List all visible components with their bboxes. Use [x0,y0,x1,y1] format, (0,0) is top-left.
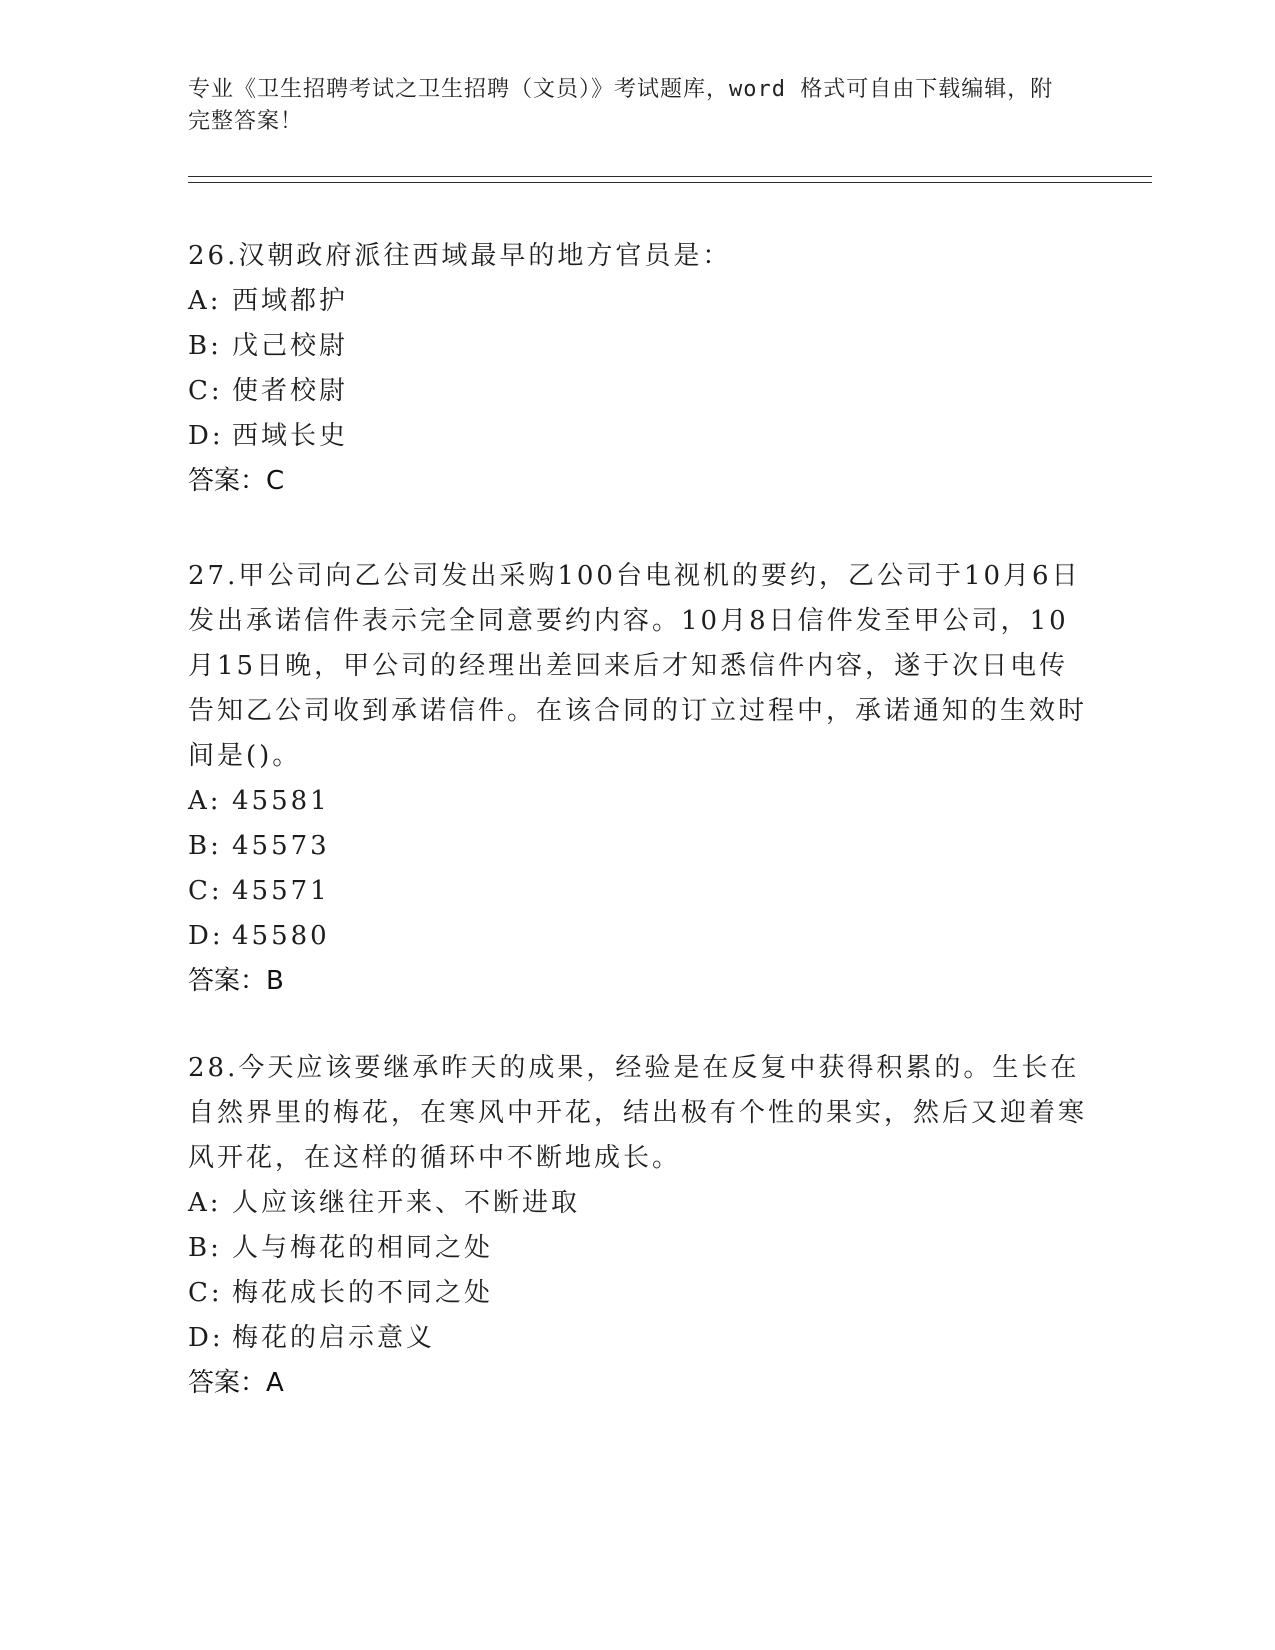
header-divider-bottom [188,182,1152,183]
option-a [188,779,1088,824]
option-d [188,914,1088,959]
question-27 [188,554,1088,1004]
option-key: D: [188,421,224,451]
option-key: B: [188,331,222,361]
option-key: B: [188,831,222,861]
document-header-note: 专业《卫生招聘考试之卫生招聘（文员）》考试题库，word 格式可自由下载编辑，附完整答案！ [188,77,1054,134]
option-text: 45580 [232,921,330,951]
question-26 [188,234,1088,504]
option-key: B: [188,1233,222,1263]
answer-line: 答案：C [188,466,285,496]
option-key: D: [188,1323,224,1353]
option-c [188,369,1088,414]
option-text: 45571 [232,876,330,906]
question-28 [188,1046,1088,1406]
option-key: C: [188,1278,223,1308]
option-text: 梅花成长的不同之处 [232,1278,494,1308]
header-divider-top [188,176,1152,177]
option-text: 梅花的启示意义 [232,1323,436,1353]
question-stem: 26.汉朝政府派往西域最早的地方官员是： [188,241,732,271]
option-key: A: [188,1188,222,1218]
option-b [188,1226,1088,1271]
option-key: A: [188,786,222,816]
question-stem: 27.甲公司向乙公司发出采购100台电视机的要约，乙公司于10月6日发出承诺信件表示完全同意要约内容。10月8日信件发至甲公司，10月15日晚，甲公司的经理出差回来后才知悉信件内容，遂于次日电传告知乙公司收到承诺信件。在该合同的订立过程中，承诺通知的生效时间是()。 [188,561,1088,771]
option-text: 西域长史 [232,421,349,451]
option-key: C: [188,376,223,406]
option-b [188,824,1088,869]
option-key: A: [188,286,222,316]
option-text: 45573 [232,831,330,861]
option-key: C: [188,876,223,906]
option-text: 使者校尉 [232,376,349,406]
option-text: 西域都护 [232,286,349,316]
option-c [188,869,1088,914]
option-text: 人与梅花的相同之处 [232,1233,494,1263]
option-text: 45581 [232,786,330,816]
option-c [188,1271,1088,1316]
option-d [188,1316,1088,1361]
option-a [188,1181,1088,1226]
answer-line: 答案：A [188,1368,284,1398]
option-key: D: [188,921,224,951]
option-d [188,414,1088,459]
question-stem: 28.今天应该要继承昨天的成果，经验是在反复中获得积累的。生长在自然界里的梅花，在寒风中开花，结出极有个性的果实，然后又迎着寒风开花，在这样的循环中不断地成长。 [188,1053,1088,1173]
answer-line: 答案：B [188,966,284,996]
option-b [188,324,1088,369]
option-a [188,279,1088,324]
option-text: 戊己校尉 [232,331,349,361]
option-text: 人应该继往开来、不断进取 [232,1188,581,1218]
